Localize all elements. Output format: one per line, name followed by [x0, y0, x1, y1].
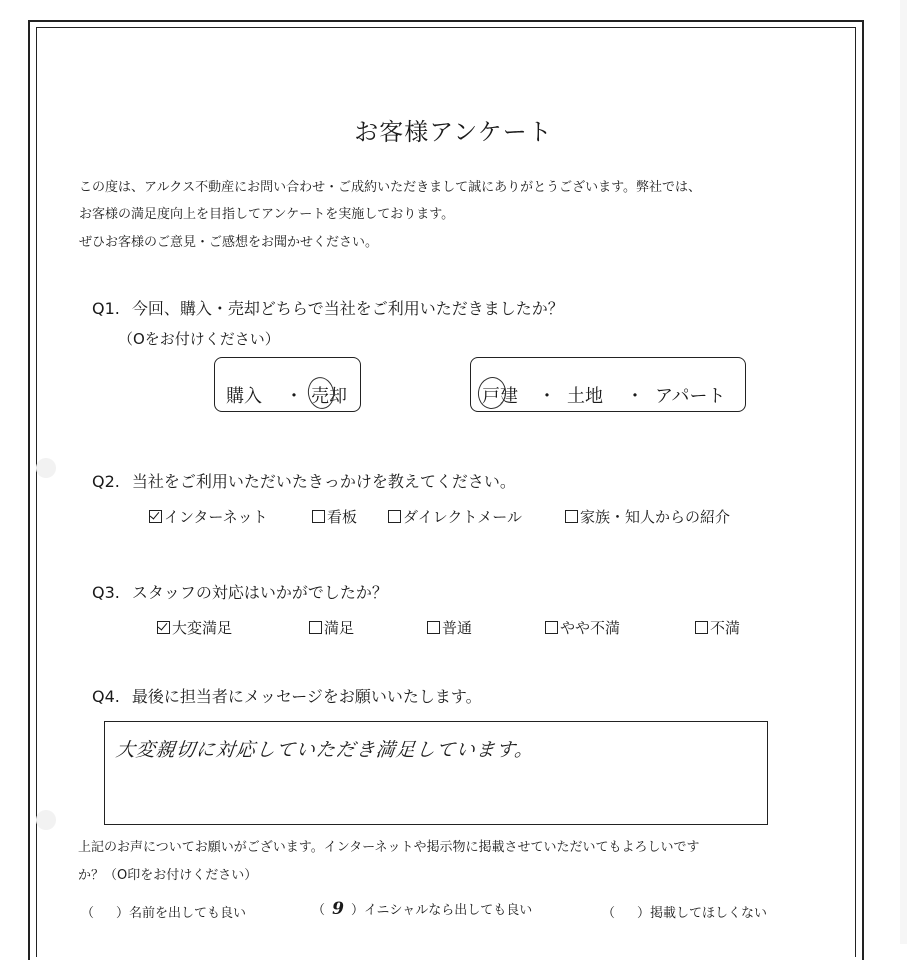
q1-option-sell[interactable]: 売却 — [311, 386, 347, 407]
intro-line-3: ぜひお客様のご意見・ご感想をお聞かせください。 — [79, 235, 379, 250]
q3-number: Q3. — [92, 583, 120, 602]
handwritten-message: 大変親切に対応していただき満足しています。 — [114, 739, 536, 761]
q4-question: 最後に担当者にメッセージをお願いいたします。 — [131, 687, 482, 706]
checkbox-checked[interactable] — [149, 510, 162, 523]
q2-question: 当社をご利用いただいたきっかけを教えてください。 — [131, 472, 516, 491]
q3-option-neutral[interactable]: 普通 — [427, 617, 472, 638]
checkbox[interactable] — [312, 510, 325, 523]
q4-heading — [92, 684, 482, 707]
punch-hole — [36, 458, 56, 478]
consent-option-initials[interactable]: （ 9 ）イニシャルなら出しても良い — [312, 899, 533, 919]
checkbox-checked[interactable] — [157, 621, 170, 634]
q3-option-satisfied[interactable]: 満足 — [309, 617, 354, 638]
checkbox[interactable] — [695, 621, 708, 634]
q1-option-house[interactable]: 戸建 — [482, 386, 518, 407]
checkbox[interactable] — [388, 510, 401, 523]
q3-option-dissatisfied[interactable]: 不満 — [695, 617, 740, 638]
checkbox[interactable] — [545, 621, 558, 634]
q3-question: スタッフの対応はいかがでしたか？ — [131, 583, 388, 602]
q2-option-internet[interactable]: インターネット — [149, 506, 268, 527]
punch-hole — [36, 810, 56, 830]
checkbox[interactable] — [427, 621, 440, 634]
page-title: お客様アンケート — [354, 118, 553, 146]
q2-option-referral[interactable]: 家族・知人からの紹介 — [565, 506, 730, 527]
checkbox[interactable] — [309, 621, 322, 634]
q3-option-somewhat-dissatisfied[interactable]: やや不満 — [545, 617, 620, 638]
q2-heading — [92, 469, 516, 492]
q2-number: Q2. — [92, 472, 120, 491]
checkbox[interactable] — [565, 510, 578, 523]
q4-number: Q4. — [92, 687, 120, 706]
handwritten-mark: 9 — [332, 899, 344, 919]
consent-text-line-2: か？（O印をお付けください） — [78, 868, 258, 883]
q1-separator: ・ — [538, 386, 556, 407]
q1-note: （Oをお付けください） — [118, 330, 280, 348]
consent-text-line-1: 上記のお声についてお願いがございます。インターネットや掲示物に掲載させていただいてもよろしいです — [78, 840, 700, 855]
q1-separator: ・ — [285, 386, 303, 407]
q1-question: 今回、購入・売却どちらで当社をご利用いただきましたか？ — [131, 299, 564, 318]
q3-option-very-satisfied[interactable]: 大変満足 — [157, 617, 232, 638]
q1-separator: ・ — [626, 386, 644, 407]
intro-line-1: この度は、アルクス不動産にお問い合わせ・ご成約いただきまして誠にありがとうございます。弊社では、 — [79, 180, 702, 195]
q1-heading — [92, 296, 564, 319]
q2-option-direct-mail[interactable]: ダイレクトメール — [388, 506, 522, 527]
q1-option-apartment[interactable]: アパート — [655, 386, 726, 407]
q1-option-buy[interactable]: 購入 — [226, 386, 262, 407]
q1-option-land[interactable]: 土地 — [567, 386, 603, 407]
consent-option-name[interactable]: （ ）名前を出しても良い — [81, 906, 247, 921]
consent-option-no-publish[interactable]: （ ）掲載してほしくない — [602, 906, 768, 921]
q2-option-signboard[interactable]: 看板 — [312, 506, 357, 527]
q1-number: Q1. — [92, 299, 120, 318]
q3-heading — [92, 580, 388, 603]
intro-line-2: お客様の満足度向上を目指してアンケートを実施しております。 — [79, 207, 455, 222]
